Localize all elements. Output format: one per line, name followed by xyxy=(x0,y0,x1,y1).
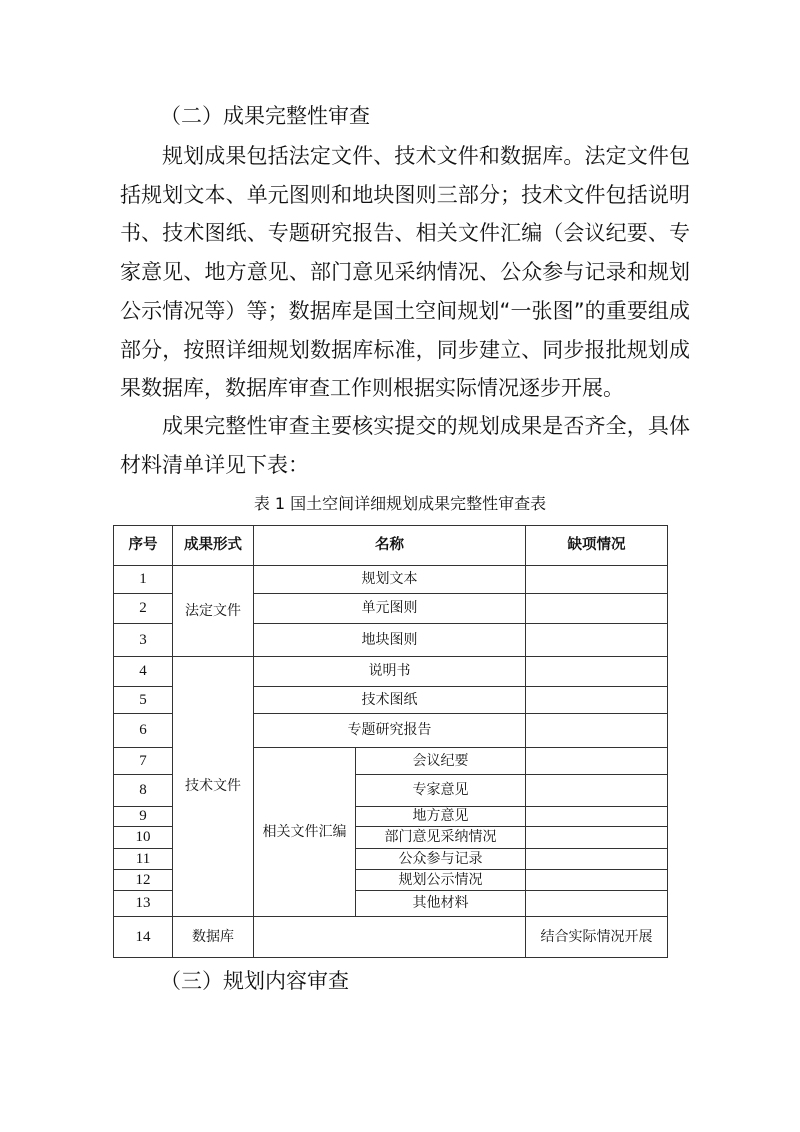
row-missing xyxy=(526,748,668,775)
row-missing xyxy=(526,870,668,891)
row-missing xyxy=(526,891,668,917)
group-legal: 法定文件 xyxy=(173,566,254,657)
body-paragraph-outputs xyxy=(120,137,690,408)
header-form: 成果形式 xyxy=(173,526,254,566)
row-missing xyxy=(526,714,668,748)
group-technical: 技术文件 xyxy=(173,657,254,917)
row-name: 规划文本 xyxy=(254,566,526,594)
row-seq: 5 xyxy=(114,687,173,714)
row-missing xyxy=(526,775,668,807)
row-name: 地块图则 xyxy=(254,624,526,657)
group-compilation: 相关文件汇编 xyxy=(254,748,356,917)
section-heading-completeness: （二）成果完整性审查 xyxy=(160,104,370,128)
row-seq: 8 xyxy=(114,775,173,807)
table-caption: 表 1 国土空间详细规划成果完整性审查表 xyxy=(253,494,547,513)
table-header-row xyxy=(114,526,668,566)
row-seq: 14 xyxy=(114,917,173,958)
row-seq: 9 xyxy=(114,807,173,827)
row-name: 规划公示情况 xyxy=(356,870,526,891)
row-name: 会议纪要 xyxy=(356,748,526,775)
row-name: 公众参与记录 xyxy=(356,849,526,870)
row-name: 专家意见 xyxy=(356,775,526,807)
row-seq: 1 xyxy=(114,566,173,594)
row-name: 其他材料 xyxy=(356,891,526,917)
row-missing xyxy=(526,807,668,827)
header-missing: 缺项情况 xyxy=(526,526,668,566)
row-seq: 10 xyxy=(114,827,173,849)
row-name: 技术图纸 xyxy=(254,687,526,714)
row-seq: 2 xyxy=(114,594,173,624)
row-missing xyxy=(526,687,668,714)
row-missing xyxy=(526,624,668,657)
row-missing xyxy=(526,827,668,849)
row-seq: 11 xyxy=(114,849,173,870)
row-name xyxy=(254,917,526,958)
table-row xyxy=(114,566,668,594)
header-seq: 序号 xyxy=(114,526,173,566)
row-name: 地方意见 xyxy=(356,807,526,827)
row-seq: 13 xyxy=(114,891,173,917)
body-paragraph-check xyxy=(120,407,690,484)
row-seq: 3 xyxy=(114,624,173,657)
row-missing xyxy=(526,657,668,687)
row-missing xyxy=(526,566,668,594)
row-seq: 4 xyxy=(114,657,173,687)
row-seq: 7 xyxy=(114,748,173,775)
row-missing: 结合实际情况开展 xyxy=(526,917,668,958)
paragraph-outputs-text: 规划成果包括法定文件、技术文件和数据库。法定文件包括规划文本、单元图则和地块图则三部分；技术文件包括说明书、技术图纸、专题研究报告、相关文件汇编（会议纪要、专家意见、地方意见、部门意见采纳情况、公众参与记录和规划公示情况等）等；数据库是国土空间规划“一张图”的重要组成部分，按照详细规划数据库标准，同步建立、同步报批规划成果数据库，数据库审查工作则根据实际情况逐步开展。 xyxy=(120,144,690,401)
row-name: 说明书 xyxy=(254,657,526,687)
row-missing xyxy=(526,849,668,870)
row-name: 专题研究报告 xyxy=(254,714,526,748)
row-name: 部门意见采纳情况 xyxy=(356,827,526,849)
table-row xyxy=(114,917,668,958)
table-row xyxy=(114,657,668,687)
header-name: 名称 xyxy=(254,526,526,566)
row-seq: 12 xyxy=(114,870,173,891)
section-heading-content: （三）规划内容审查 xyxy=(160,969,349,993)
completeness-review-table xyxy=(113,525,668,958)
group-database: 数据库 xyxy=(173,917,254,958)
row-missing xyxy=(526,594,668,624)
row-seq: 6 xyxy=(114,714,173,748)
row-name: 单元图则 xyxy=(254,594,526,624)
paragraph-check-text: 成果完整性审查主要核实提交的规划成果是否齐全，具体材料清单详见下表： xyxy=(120,414,690,477)
